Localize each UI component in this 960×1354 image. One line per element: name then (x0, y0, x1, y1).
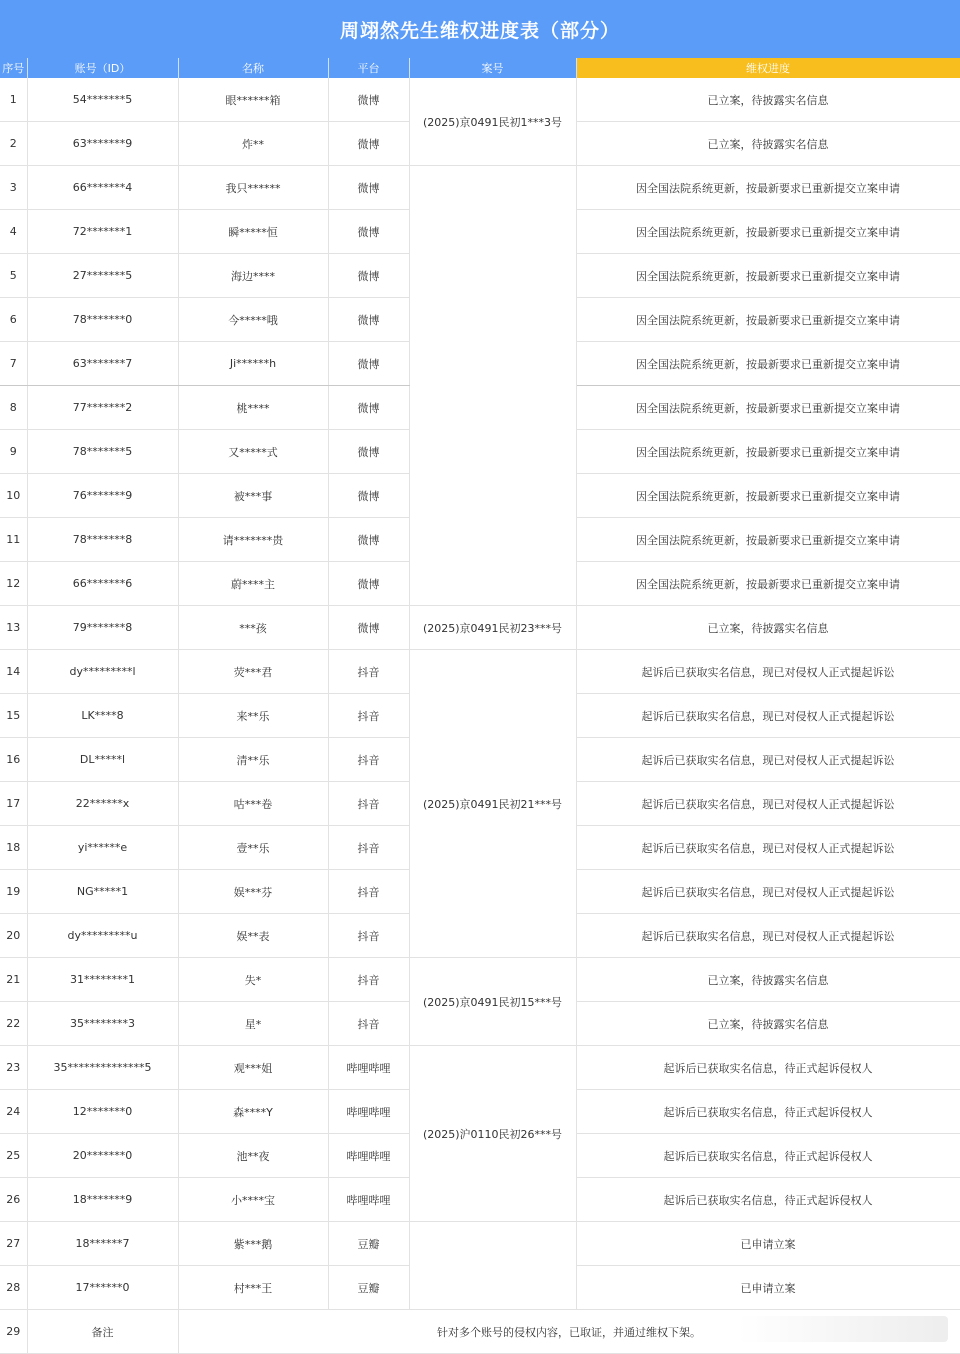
account-id: 78*******8 (27, 518, 178, 562)
row-number: 14 (0, 650, 27, 694)
row-number: 29 (0, 1310, 27, 1354)
row-number: 24 (0, 1090, 27, 1134)
account-name: 荧***君 (178, 650, 328, 694)
header-platform: 平台 (328, 58, 409, 78)
row-number: 21 (0, 958, 27, 1002)
account-id: 66*******6 (27, 562, 178, 606)
account-id: 35**************5 (27, 1046, 178, 1090)
account-id: 17******0 (27, 1266, 178, 1310)
platform: 微博 (328, 386, 409, 430)
progress-status: 因全国法院系统更新，按最新要求已重新提交立案申请 (576, 562, 960, 606)
row-number: 2 (0, 122, 27, 166)
platform: 抖音 (328, 870, 409, 914)
account-name: 池**夜 (178, 1134, 328, 1178)
case-number: (2025)京0491民初23***号 (409, 606, 576, 650)
account-id: yi******e (27, 826, 178, 870)
progress-status: 因全国法院系统更新，按最新要求已重新提交立案申请 (576, 474, 960, 518)
account-id: 72*******1 (27, 210, 178, 254)
progress-status: 起诉后已获取实名信息，待正式起诉侵权人 (576, 1046, 960, 1090)
progress-status: 起诉后已获取实名信息，现已对侵权人正式提起诉讼 (576, 870, 960, 914)
account-id: 12*******0 (27, 1090, 178, 1134)
row-number: 27 (0, 1222, 27, 1266)
progress-status: 起诉后已获取实名信息，现已对侵权人正式提起诉讼 (576, 782, 960, 826)
table-row (0, 958, 960, 1002)
row-number: 3 (0, 166, 27, 210)
platform: 微博 (328, 254, 409, 298)
account-name: 蔚****主 (178, 562, 328, 606)
progress-status: 因全国法院系统更新，按最新要求已重新提交立案申请 (576, 254, 960, 298)
progress-status: 因全国法院系统更新，按最新要求已重新提交立案申请 (576, 298, 960, 342)
table-row (0, 166, 960, 210)
account-name: 海边**** (178, 254, 328, 298)
platform: 哔哩哔哩 (328, 1046, 409, 1090)
account-name: 来**乐 (178, 694, 328, 738)
case-number (409, 1222, 576, 1310)
account-name: 森****Y (178, 1090, 328, 1134)
account-id: 63*******7 (27, 342, 178, 386)
row-number: 5 (0, 254, 27, 298)
account-name: 小****宝 (178, 1178, 328, 1222)
platform: 抖音 (328, 650, 409, 694)
progress-status: 起诉后已获取实名信息，现已对侵权人正式提起诉讼 (576, 914, 960, 958)
platform: 抖音 (328, 694, 409, 738)
row-number: 23 (0, 1046, 27, 1090)
row-number: 8 (0, 386, 27, 430)
row-number: 25 (0, 1134, 27, 1178)
header-row (0, 58, 960, 78)
table-row (0, 606, 960, 650)
platform: 微博 (328, 78, 409, 122)
case-number: (2025)京0491民初21***号 (409, 650, 576, 958)
account-id: LK****8 (27, 694, 178, 738)
table-row (0, 650, 960, 694)
row-number: 26 (0, 1178, 27, 1222)
account-name: 失* (178, 958, 328, 1002)
row-number: 7 (0, 342, 27, 386)
platform: 微博 (328, 562, 409, 606)
case-number: (2025)京0491民初15***号 (409, 958, 576, 1046)
progress-status: 已立案，待披露实名信息 (576, 78, 960, 122)
progress-status: 起诉后已获取实名信息，现已对侵权人正式提起诉讼 (576, 650, 960, 694)
account-name: 壹**乐 (178, 826, 328, 870)
row-number: 16 (0, 738, 27, 782)
account-name: 请*******贵 (178, 518, 328, 562)
account-id: 54*******5 (27, 78, 178, 122)
account-id: 35********3 (27, 1002, 178, 1046)
progress-status: 已申请立案 (576, 1222, 960, 1266)
row-number: 20 (0, 914, 27, 958)
table-row (0, 1222, 960, 1266)
platform: 哔哩哔哩 (328, 1134, 409, 1178)
platform: 抖音 (328, 826, 409, 870)
case-number (409, 166, 576, 606)
account-id: 22******x (27, 782, 178, 826)
account-id: 18*******9 (27, 1178, 178, 1222)
platform: 抖音 (328, 1002, 409, 1046)
platform: 哔哩哔哩 (328, 1178, 409, 1222)
platform: 豆瓣 (328, 1222, 409, 1266)
platform: 抖音 (328, 914, 409, 958)
progress-status: 已立案，待披露实名信息 (576, 958, 960, 1002)
notes-text: 针对多个账号的侵权内容，已取证，并通过维权下架。 (178, 1310, 960, 1354)
table-body (0, 78, 960, 1354)
row-number: 9 (0, 430, 27, 474)
account-name: 咕***卷 (178, 782, 328, 826)
account-id: dy*********l (27, 650, 178, 694)
progress-status: 因全国法院系统更新，按最新要求已重新提交立案申请 (576, 342, 960, 386)
account-name: 炸** (178, 122, 328, 166)
account-id: 31********1 (27, 958, 178, 1002)
platform: 抖音 (328, 958, 409, 1002)
account-id: 78*******0 (27, 298, 178, 342)
row-number: 19 (0, 870, 27, 914)
platform: 微博 (328, 430, 409, 474)
row-number: 10 (0, 474, 27, 518)
account-name: 娱***芬 (178, 870, 328, 914)
row-number: 22 (0, 1002, 27, 1046)
platform: 微博 (328, 298, 409, 342)
account-id: 77*******2 (27, 386, 178, 430)
account-name: 紫***鹅 (178, 1222, 328, 1266)
account-id: 18******7 (27, 1222, 178, 1266)
progress-status: 因全国法院系统更新，按最新要求已重新提交立案申请 (576, 518, 960, 562)
platform: 哔哩哔哩 (328, 1090, 409, 1134)
platform: 微博 (328, 518, 409, 562)
row-number: 12 (0, 562, 27, 606)
row-number: 4 (0, 210, 27, 254)
progress-table (0, 58, 960, 1354)
account-id: 63*******9 (27, 122, 178, 166)
account-id: 27*******5 (27, 254, 178, 298)
platform: 抖音 (328, 738, 409, 782)
case-number: (2025)京0491民初1***3号 (409, 78, 576, 166)
account-name: Ji******h (178, 342, 328, 386)
header-no: 序号 (0, 58, 27, 78)
account-name: 我只****** (178, 166, 328, 210)
platform: 微博 (328, 122, 409, 166)
account-id: 76*******9 (27, 474, 178, 518)
progress-status: 因全国法院系统更新，按最新要求已重新提交立案申请 (576, 430, 960, 474)
progress-status: 起诉后已获取实名信息，待正式起诉侵权人 (576, 1134, 960, 1178)
row-number: 15 (0, 694, 27, 738)
account-name: 桃**** (178, 386, 328, 430)
progress-status: 起诉后已获取实名信息，现已对侵权人正式提起诉讼 (576, 738, 960, 782)
progress-status: 起诉后已获取实名信息，现已对侵权人正式提起诉讼 (576, 694, 960, 738)
table-row (0, 78, 960, 122)
account-name: 又*****式 (178, 430, 328, 474)
header-progress: 维权进度 (576, 58, 960, 78)
account-name: 清**乐 (178, 738, 328, 782)
row-number: 18 (0, 826, 27, 870)
table-row (0, 1046, 960, 1090)
account-name: 今*****哦 (178, 298, 328, 342)
platform: 微博 (328, 342, 409, 386)
table-title: 周翊然先生维权进度表（部分） (0, 0, 960, 58)
account-id: 78*******5 (27, 430, 178, 474)
account-id: 20*******0 (27, 1134, 178, 1178)
progress-status: 已立案，待披露实名信息 (576, 1002, 960, 1046)
header-case: 案号 (409, 58, 576, 78)
progress-status: 已申请立案 (576, 1266, 960, 1310)
account-id: 79*******8 (27, 606, 178, 650)
platform: 微博 (328, 210, 409, 254)
header-account: 账号（ID） (27, 58, 178, 78)
row-number: 6 (0, 298, 27, 342)
account-name: 娱**表 (178, 914, 328, 958)
platform: 微博 (328, 474, 409, 518)
account-name: 观***姐 (178, 1046, 328, 1090)
progress-status: 起诉后已获取实名信息，待正式起诉侵权人 (576, 1178, 960, 1222)
progress-status: 已立案，待披露实名信息 (576, 122, 960, 166)
platform: 豆瓣 (328, 1266, 409, 1310)
row-number: 11 (0, 518, 27, 562)
account-name: 被***事 (178, 474, 328, 518)
progress-status: 因全国法院系统更新，按最新要求已重新提交立案申请 (576, 386, 960, 430)
platform: 微博 (328, 166, 409, 210)
account-id: dy*********u (27, 914, 178, 958)
header-name: 名称 (178, 58, 328, 78)
progress-status: 因全国法院系统更新，按最新要求已重新提交立案申请 (576, 210, 960, 254)
account-id: DL*****l (27, 738, 178, 782)
platform: 抖音 (328, 782, 409, 826)
account-name: 瞬*****恒 (178, 210, 328, 254)
progress-status: 起诉后已获取实名信息，待正式起诉侵权人 (576, 1090, 960, 1134)
case-number: (2025)沪0110民初26***号 (409, 1046, 576, 1222)
row-number: 17 (0, 782, 27, 826)
platform: 微博 (328, 606, 409, 650)
row-number: 13 (0, 606, 27, 650)
watermark-overlay (738, 1316, 948, 1342)
account-name: 眼******箱 (178, 78, 328, 122)
row-number: 28 (0, 1266, 27, 1310)
account-id: NG*****1 (27, 870, 178, 914)
account-id: 66*******4 (27, 166, 178, 210)
account-name: 星* (178, 1002, 328, 1046)
account-name: 村***王 (178, 1266, 328, 1310)
notes-label: 备注 (27, 1310, 178, 1354)
progress-status: 起诉后已获取实名信息，现已对侵权人正式提起诉讼 (576, 826, 960, 870)
progress-status: 已立案，待披露实名信息 (576, 606, 960, 650)
row-number: 1 (0, 78, 27, 122)
progress-status: 因全国法院系统更新，按最新要求已重新提交立案申请 (576, 166, 960, 210)
account-name: ***孩 (178, 606, 328, 650)
